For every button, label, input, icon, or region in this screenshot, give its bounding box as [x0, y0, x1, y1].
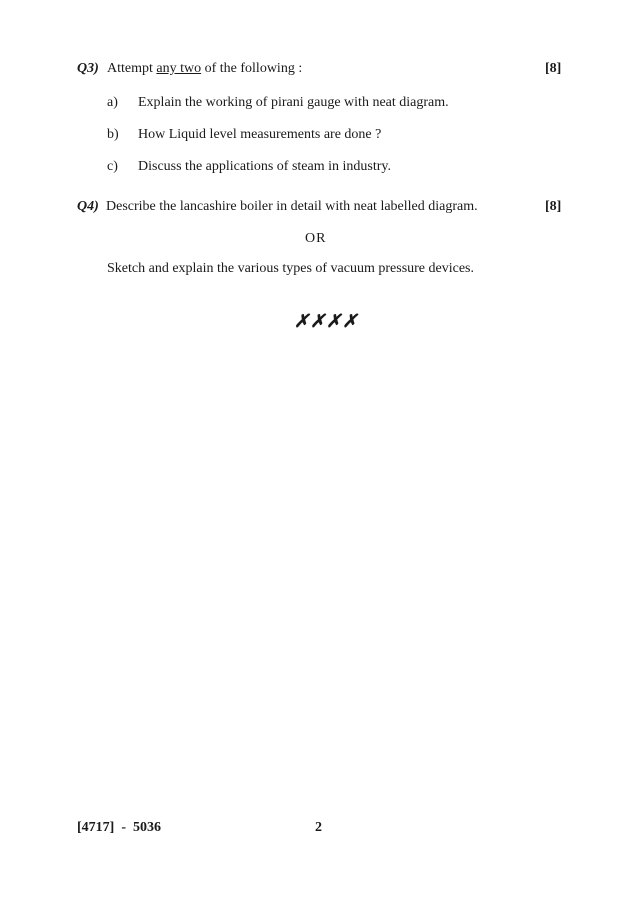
q3-item-a-text: Explain the working of pirani gauge with neat diagram.: [138, 95, 449, 110]
q4-or-separator: OR: [305, 231, 327, 246]
q3-item-c-text: Discuss the applications of steam in industry.: [138, 159, 391, 174]
q3-instruction: [107, 61, 302, 77]
q3-item-b-label: b): [107, 127, 119, 142]
q3-number: Q3): [77, 61, 99, 76]
q4-alternative-text: Sketch and explain the various types of vacuum pressure devices.: [107, 261, 475, 276]
q4-number: Q4): [77, 199, 99, 214]
q3-instruction-suffix: of the following :: [201, 61, 303, 76]
q4-marks: [8]: [545, 199, 562, 214]
q3-instruction-prefix: Attempt: [107, 61, 157, 76]
end-of-paper-mark: ✗✗✗✗: [294, 311, 359, 331]
footer-page-number: 2: [315, 820, 322, 835]
q4-text: Describe the lancashire boiler in detail with neat labelled diagram.: [106, 199, 478, 214]
q3-item-a-label: a): [107, 95, 118, 110]
q3-item-c-label: c): [107, 159, 118, 174]
q3-instruction-underlined: any two: [156, 61, 202, 76]
q3-marks: [8]: [545, 61, 562, 76]
footer-paper-code: [4717] - 5036: [77, 820, 161, 835]
q3-item-b-text: How Liquid level measurements are done ?: [138, 127, 382, 142]
